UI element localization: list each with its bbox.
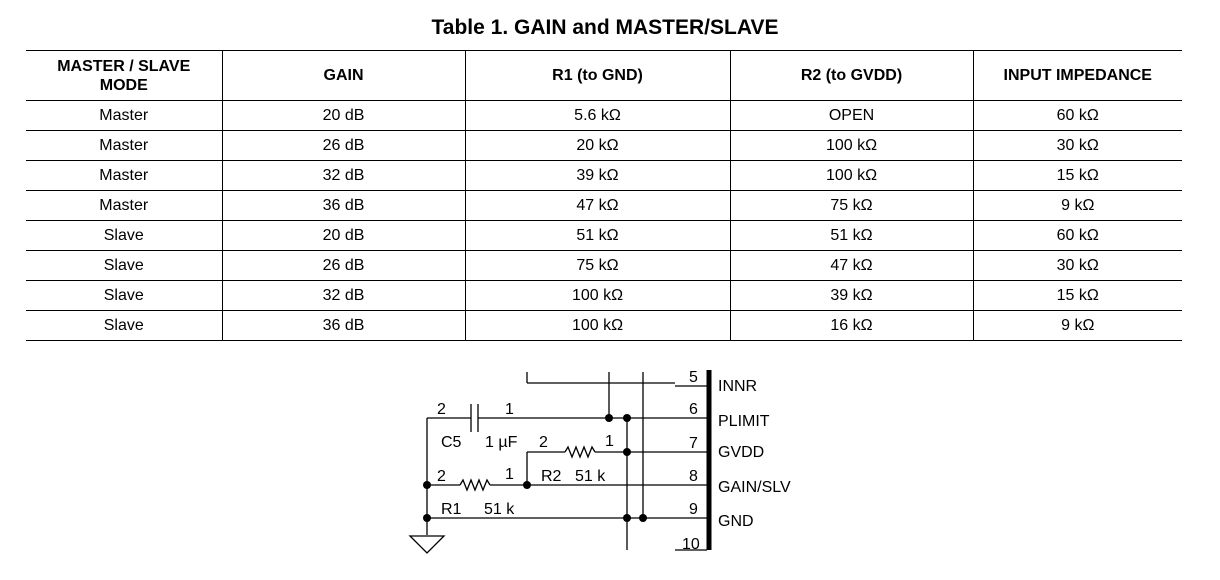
r2-ref: R2: [541, 468, 562, 485]
pin-name: GVDD: [718, 444, 765, 461]
cell-impedance: 30 kΩ: [973, 131, 1182, 161]
cell-mode: Master: [26, 131, 222, 161]
cell-r1: 39 kΩ: [465, 161, 730, 191]
junction-dot: [605, 414, 613, 422]
r1-ref: R1: [441, 501, 462, 518]
r2-resistor: [565, 447, 595, 457]
cell-gain: 20 dB: [222, 101, 465, 131]
pin-name: GAIN/SLV: [718, 479, 791, 496]
cell-r1: 100 kΩ: [465, 311, 730, 341]
pin-number: 8: [689, 468, 698, 485]
junction-dot: [623, 514, 631, 522]
cell-r2: 47 kΩ: [730, 251, 973, 281]
pin-number: 6: [689, 401, 698, 418]
junction-dot: [623, 448, 631, 456]
junction-dot: [623, 414, 631, 422]
cell-r1: 51 kΩ: [465, 221, 730, 251]
cell-gain: 26 dB: [222, 131, 465, 161]
cell-mode: Master: [26, 101, 222, 131]
cell-impedance: 60 kΩ: [973, 221, 1182, 251]
r1-value: 51 k: [484, 501, 515, 518]
pin-name: GND: [718, 513, 754, 530]
cell-gain: 32 dB: [222, 281, 465, 311]
junction-dot: [639, 514, 647, 522]
cell-r1: 100 kΩ: [465, 281, 730, 311]
cell-mode: Slave: [26, 311, 222, 341]
cell-r1: 20 kΩ: [465, 131, 730, 161]
col-header-gain: GAIN: [222, 51, 465, 101]
cell-r1: 75 kΩ: [465, 251, 730, 281]
cell-r2: 75 kΩ: [730, 191, 973, 221]
table-title: Table 1. GAIN and MASTER/SLAVE: [431, 16, 779, 39]
cell-r2: 100 kΩ: [730, 161, 973, 191]
pin-number: 10: [682, 536, 700, 553]
cell-impedance: 9 kΩ: [973, 311, 1182, 341]
r2-value: 51 k: [575, 468, 606, 485]
col-header-mode: MASTER / SLAVE MODE: [26, 51, 222, 101]
c5-pin-right: 1: [505, 401, 514, 418]
cell-r2: 39 kΩ: [730, 281, 973, 311]
cell-gain: 36 dB: [222, 191, 465, 221]
pin-name: PLIMIT: [718, 413, 770, 430]
cell-r2: 16 kΩ: [730, 311, 973, 341]
cell-mode: Slave: [26, 221, 222, 251]
col-header-r1: R1 (to GND): [465, 51, 730, 101]
cell-mode: Master: [26, 191, 222, 221]
pin-number: 9: [689, 501, 698, 518]
cell-impedance: 15 kΩ: [973, 281, 1182, 311]
c5-value: 1 µF: [485, 434, 518, 451]
r2-pin-left: 2: [539, 434, 548, 451]
r1-resistor: [460, 480, 490, 490]
junction-dot: [423, 481, 431, 489]
cell-mode: Slave: [26, 251, 222, 281]
ground-icon: [410, 536, 444, 553]
pin-name: INNR: [718, 378, 758, 395]
r1-pin-left: 2: [437, 468, 446, 485]
cell-r2: OPEN: [730, 101, 973, 131]
r1-pin-right: 1: [505, 466, 514, 483]
cell-gain: 26 dB: [222, 251, 465, 281]
cell-r2: 100 kΩ: [730, 131, 973, 161]
cell-impedance: 30 kΩ: [973, 251, 1182, 281]
col-header-r2: R2 (to GVDD): [730, 51, 973, 101]
cell-r1: 47 kΩ: [465, 191, 730, 221]
col-header-impedance: INPUT IMPEDANCE: [973, 51, 1182, 101]
cell-gain: 20 dB: [222, 221, 465, 251]
cell-gain: 36 dB: [222, 311, 465, 341]
c5-pin-left: 2: [437, 401, 446, 418]
pin-number: 5: [689, 369, 698, 386]
cell-mode: Slave: [26, 281, 222, 311]
cell-impedance: 15 kΩ: [973, 161, 1182, 191]
junction-dot: [523, 481, 531, 489]
cell-impedance: 60 kΩ: [973, 101, 1182, 131]
cell-impedance: 9 kΩ: [973, 191, 1182, 221]
r2-pin-right: 1: [605, 433, 614, 450]
cell-r2: 51 kΩ: [730, 221, 973, 251]
cell-gain: 32 dB: [222, 161, 465, 191]
junction-dot: [423, 514, 431, 522]
cell-mode: Master: [26, 161, 222, 191]
cell-r1: 5.6 kΩ: [465, 101, 730, 131]
c5-ref: C5: [441, 434, 462, 451]
pin-number: 7: [689, 435, 698, 452]
